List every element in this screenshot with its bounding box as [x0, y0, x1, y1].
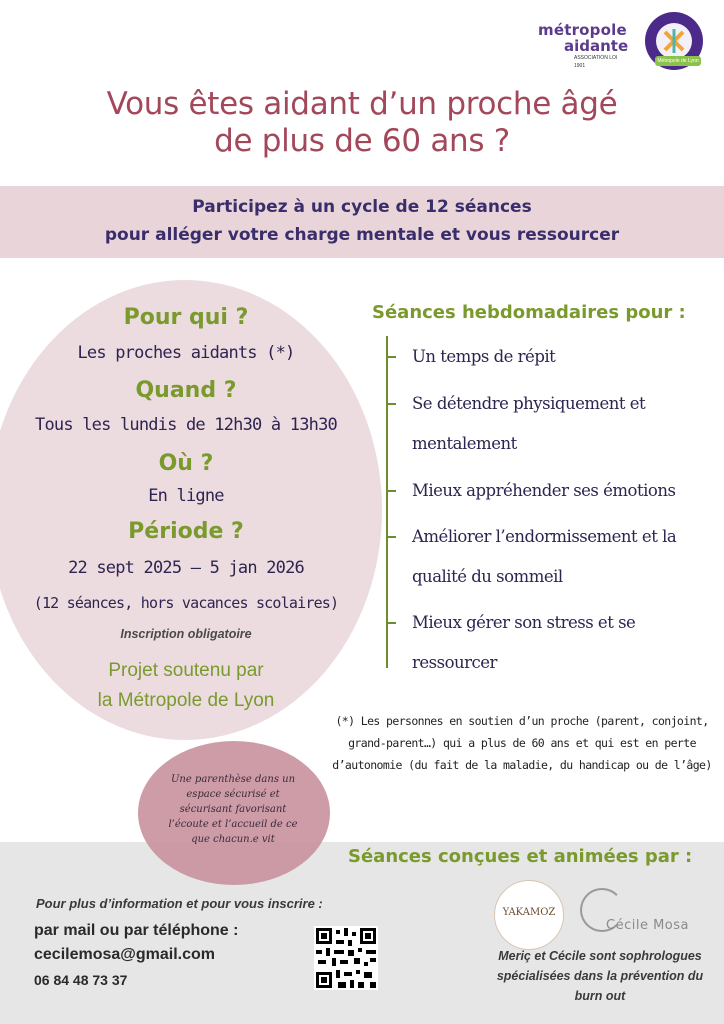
seances-heading: Séances hebdomadaires pour :: [372, 302, 686, 323]
quote-line: l’écoute et l’accueil de ce: [168, 819, 298, 830]
inscription-note: Inscription obligatoire: [120, 627, 252, 641]
metropole-aidante-logo: [538, 22, 628, 70]
quote-text: [160, 772, 306, 847]
list-tick: [386, 403, 396, 405]
footnote-line-1: (*) Les personnes en soutien d’un proche (parent, conjoint,: [335, 714, 709, 728]
ou-value: En ligne: [148, 486, 224, 506]
yakamoz-logo: [494, 880, 564, 950]
projet-line-2: la Métropole de Lyon: [97, 690, 275, 711]
cecile-mosa-logo-text: Cécile Mosa: [606, 918, 689, 933]
list-tick: [386, 490, 396, 492]
list-item-line: Se détendre physiquement et: [412, 394, 646, 413]
list-item-line: Mieux appréhender ses émotions: [412, 481, 676, 500]
concues-heading: Séances conçues et animées par :: [348, 846, 693, 867]
authors-line: spécialisées dans la prévention du: [496, 969, 704, 983]
list-tick: [386, 622, 396, 624]
badge-label: Métropole de Lyon: [655, 56, 701, 66]
list-item: [412, 603, 712, 683]
list-item: [412, 384, 712, 464]
footnote-line-2: grand-parent…) qui a plus de 60 ans et qui est en perte: [348, 736, 696, 750]
periode-heading: Période ?: [128, 519, 244, 544]
projet-line-1: Projet soutenu par: [108, 660, 264, 681]
qr-code[interactable]: [314, 926, 378, 990]
contact-label: par mail ou par téléphone :: [34, 922, 239, 939]
subtitle-line-1: Participez à un cycle de 12 séances: [192, 197, 532, 217]
page-title: [0, 86, 724, 160]
footnote-line-3: d’autonomie (du fait de la maladie, du handicap ou de l’âge): [332, 758, 712, 772]
quote-line: que chacun.e vit: [191, 834, 275, 845]
email-link[interactable]: cecilemosa@gmail.com: [34, 946, 216, 963]
quand-value: Tous les lundis de 12h30 à 13h30: [35, 415, 337, 435]
logo-aidante-text: aidante: [564, 37, 629, 55]
periode-note: (12 séances, hors vacances scolaires): [33, 594, 339, 612]
list-item: [412, 471, 712, 511]
title-line-1: Vous êtes aidant d’un proche âgé: [106, 86, 618, 122]
qr-code-icon: [314, 926, 378, 990]
footnote: [326, 710, 718, 776]
list-item: [412, 517, 712, 597]
logo-metropole-text: métropole: [538, 21, 627, 39]
quote-line: espace sécurisé et: [186, 789, 280, 800]
list-item-line: ressourcer: [412, 653, 497, 672]
list-tick: [386, 536, 396, 538]
list-tick: [386, 356, 396, 358]
subtitle: [0, 193, 724, 249]
yakamoz-logo-text: YAKAMOZ: [502, 907, 556, 918]
list-timeline: [386, 336, 388, 668]
periode-value: 22 sept 2025 – 5 jan 2026: [68, 558, 304, 578]
phone-link[interactable]: 06 84 48 73 37: [34, 972, 128, 988]
title-line-2: de plus de 60 ans ?: [214, 123, 510, 159]
quote-line: sécurisant favorisant: [179, 804, 287, 815]
list-item-line: Améliorer l’endormissement et la: [412, 527, 677, 546]
list-item-line: mentalement: [412, 434, 517, 453]
authors-line: Meriç et Cécile sont sophrologues: [498, 949, 702, 963]
authors-description: [480, 946, 720, 1006]
list-item-line: qualité du sommeil: [412, 567, 563, 586]
list-item: [412, 337, 712, 377]
quand-heading: Quand ?: [135, 378, 237, 403]
pour-qui-value: Les proches aidants (*): [77, 343, 295, 363]
list-item-line: Mieux gérer son stress et se: [412, 613, 636, 632]
pour-qui-heading: Pour qui ?: [123, 305, 249, 330]
list-item-line: Un temps de répit: [412, 347, 556, 366]
quote-line: Une parenthèse dans un: [170, 774, 296, 785]
projet-soutenu: [0, 656, 372, 716]
authors-line: burn out: [574, 989, 626, 1003]
ou-heading: Où ?: [158, 451, 214, 476]
subtitle-line-2: pour alléger votre charge mentale et vous ressourcer: [104, 225, 620, 245]
logo-assoc-text: ASSOCIATION LOI 1901: [574, 55, 618, 69]
info-label: Pour plus d’information et pour vous inscrire :: [36, 896, 323, 911]
